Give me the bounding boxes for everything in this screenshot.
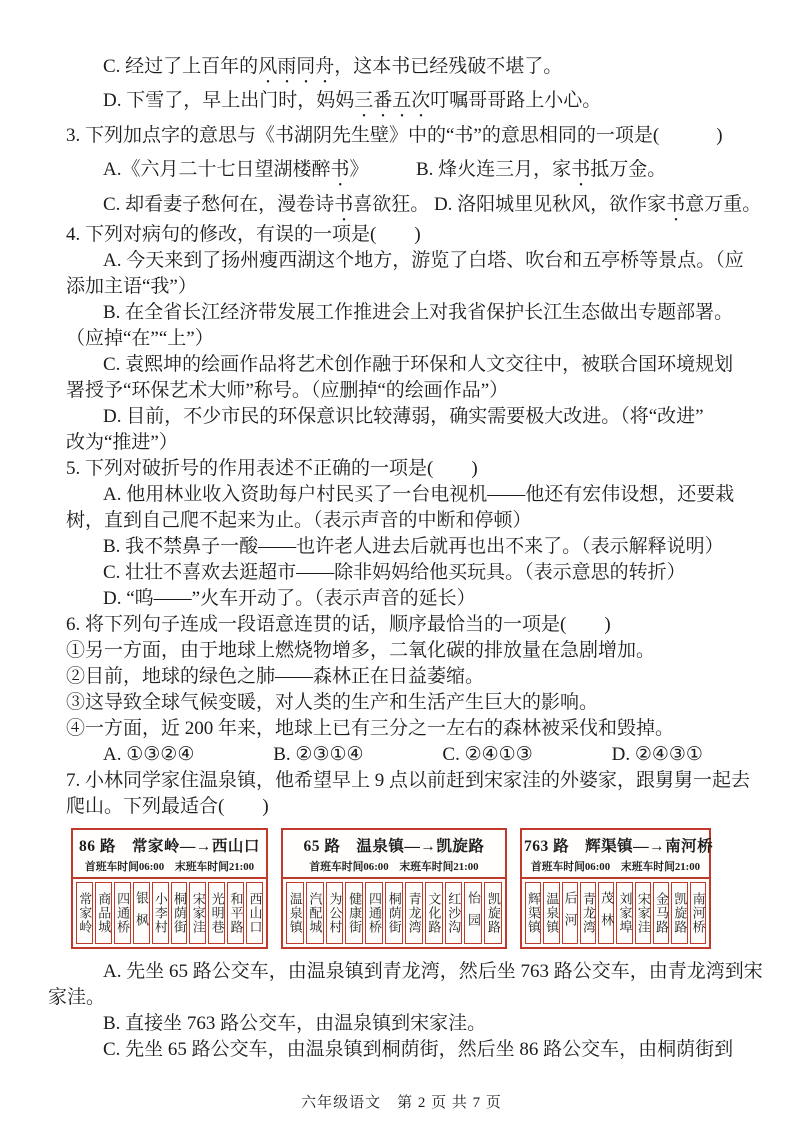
bus-stop-cell: 西山口	[246, 882, 263, 944]
bus-stop-cell: 光明巷	[208, 882, 225, 944]
route-title: 763 路 辉渠镇—→南河桥	[524, 837, 714, 855]
text-line: ④一方面，近 200 年来，地球上已有三分之一左右的森林被采伐和毁掉。	[66, 717, 675, 739]
bus-stop-cell: 桐荫街	[171, 882, 188, 944]
question-text-block	[66, 50, 762, 820]
text-line: 改为“推进”）	[66, 431, 178, 453]
bus-route-table	[71, 828, 268, 949]
route-stops	[73, 877, 266, 947]
emphasized-text: 书	[571, 159, 591, 181]
bus-stop-cell: 茂林	[598, 882, 614, 944]
choice-item: A. ①③②④	[103, 743, 195, 765]
bus-stop-cell: 温泉镇	[543, 882, 559, 944]
bus-stop-cell: 凯旋路	[484, 882, 502, 944]
bus-stop-cell: 四通桥	[365, 882, 383, 944]
route-times: 首班车时间06:00 末班车时间21:00	[84, 860, 255, 873]
text-line	[66, 742, 737, 768]
bus-stop-cell: 刘家埠	[616, 882, 632, 944]
bus-stop-cell: 和平路	[227, 882, 244, 944]
text-line: C. 却看妻子愁何在，漫卷诗书喜欲狂。 D. 洛阳城里见秋风，欲作家书意万重。	[103, 193, 762, 215]
text-line: 5. 下列对破折号的作用表述不正确的一项是( )	[66, 457, 478, 479]
bus-stop-cell: 为公村	[326, 882, 344, 944]
text-line: ③这导致全球气候变暖，对人类的生产和生活产生巨大的影响。	[66, 691, 599, 713]
bus-stop-cell: 文化路	[425, 882, 443, 944]
bus-route-table	[281, 828, 507, 949]
choice-item: D. ②④③①	[611, 743, 703, 765]
text-line: 4. 下列对病句的修改，有误的一项是( )	[66, 223, 421, 245]
text-line: C. 壮壮不喜欢去逛超市——除非妈妈给他买玩具。（表示意思的转折）	[103, 561, 686, 583]
bus-stop-cell: 后河	[562, 882, 578, 944]
text-line: A. 今天来到了扬州瘦西湖这个地方，游览了白塔、吹台和五亭桥等景点。（应	[103, 249, 744, 271]
bus-stop-cell: 四通桥	[114, 882, 131, 944]
text-line: D. 下雪了，早上出门时，妈妈三番五次叮嘱哥哥路上小心。	[103, 90, 602, 112]
bus-route-table	[520, 828, 714, 949]
bus-stop-cell: 健康街	[345, 882, 363, 944]
text-line: B. 直接坐 763 路公交车，由温泉镇到宋家洼。	[103, 1012, 487, 1034]
text-line: ①另一方面，由于地球上燃烧物增多，二氧化碳的排放量在急剧增加。	[66, 639, 656, 661]
bus-stop-cell: 常家岭	[76, 882, 93, 944]
text-line: ②目前，地球的绿色之肺——森林正在日益萎缩。	[66, 665, 485, 687]
emphasized-text: 三番五次	[354, 90, 431, 112]
bus-stop-cell: 南河桥	[690, 882, 706, 944]
route-times: 首班车时间06:00 末班车时间21:00	[309, 860, 479, 873]
bus-stop-cell: 小李村	[152, 882, 169, 944]
emphasized-text: 书	[666, 193, 686, 215]
bus-table-header	[283, 830, 505, 877]
text-line: A. 他用林业收入资助每户村民买了一台电视机——他还有宏伟设想，还要栽	[103, 483, 735, 505]
bus-stop-cell: 商品城	[95, 882, 112, 944]
text-line: B. 我不禁鼻子一酸——也许老人进去后就再也出不来了。（表示解释说明）	[103, 535, 724, 557]
bus-stop-cell: 宋家洼	[635, 882, 651, 944]
bus-table-header	[522, 830, 714, 877]
page-footer: 六年级语文 第 2 页 共 7 页	[301, 1094, 502, 1111]
text-line: C. 袁熙坤的绘画作品将艺术创作融于环保和人文交往中，被联合国环境规划	[103, 353, 734, 375]
bus-stop-cell: 青龙湾	[405, 882, 423, 944]
route-stops	[283, 877, 505, 947]
route-title: 86 路 常家岭—→西山口	[79, 837, 260, 855]
choice-item: B. ②③①④	[273, 743, 364, 765]
route-stops	[522, 877, 709, 947]
bus-stop-cell: 金马路	[653, 882, 669, 944]
text-line: B. 在全省长江经济带发展工作推进会上对我省保护长江生态做出专题部署。	[103, 301, 734, 323]
text-line: D. “呜——”火车开动了。（表示声音的延长）	[103, 587, 476, 609]
text-line: A. 先坐 65 路公交车，由温泉镇到青龙湾，然后坐 763 路公交车，由青龙湾到宋	[103, 960, 763, 982]
bus-stop-cell: 宋家洼	[189, 882, 206, 944]
route-title: 65 路 温泉镇—→凯旋路	[303, 837, 485, 855]
choice-item: C. ②④①③	[442, 743, 533, 765]
bus-stop-cell: 桐荫街	[385, 882, 403, 944]
bus-stop-cell: 红沙沟	[445, 882, 463, 944]
text-line: （应掉“在”“上”）	[66, 327, 214, 349]
answer-options-block	[48, 959, 763, 1063]
text-line: 家洼。	[48, 986, 106, 1008]
bus-stop-cell: 怡园	[464, 882, 482, 944]
emphasized-text: 风雨同舟	[258, 56, 335, 77]
text-line: A.《六月二十七日望湖楼醉书》 B. 烽火连三月，家书抵万金。	[103, 159, 667, 181]
bus-stop-cell: 辉渠镇	[525, 882, 541, 944]
route-times: 首班车时间06:00 末班车时间21:00	[530, 860, 701, 873]
text-line: 7. 小林同学家住温泉镇，他希望早上 9 点以前赶到宋家洼的外婆家，跟舅舅一起去	[66, 769, 751, 791]
bus-stop-cell: 汽配城	[306, 882, 324, 944]
bus-stop-cell: 温泉镇	[286, 882, 304, 944]
text-line: 树，直到自己爬不起来为止。（表示声音的中断和停顿）	[66, 509, 532, 531]
bus-tables-row	[71, 828, 737, 949]
bus-table-header	[73, 830, 266, 877]
bus-stop-cell: 银枫	[133, 882, 150, 944]
text-line: 署授予“环保艺术大师”称号。（应删掉“的绘画作品”）	[66, 379, 509, 401]
text-line: 爬山。下列最适合( )	[66, 795, 269, 817]
text-line: 添加主语“我”）	[66, 275, 197, 297]
text-line: C. 先坐 65 路公交车，由温泉镇到桐荫街，然后坐 86 路公交车，由桐荫街到	[103, 1038, 734, 1060]
emphasized-text: 书	[330, 159, 350, 181]
text-line: 6. 将下列句子连成一段语意连贯的话，顺序最恰当的一项是( )	[66, 613, 611, 635]
bus-stop-cell: 青龙湾	[580, 882, 596, 944]
text-line: 3. 下列加点字的意思与《书湖阴先生壁》中的“书”的意思相同的一项是( )	[66, 124, 723, 146]
bus-stop-cell: 凯旋路	[671, 882, 687, 944]
text-line: C. 经过了上百年的风雨同舟，这本书已经残破不堪了。	[103, 56, 563, 77]
text-line: D. 目前，不少市民的环保意识比较薄弱，确实需要极大改进。（将“改进”	[103, 405, 704, 427]
emphasized-text: 书	[334, 193, 354, 215]
